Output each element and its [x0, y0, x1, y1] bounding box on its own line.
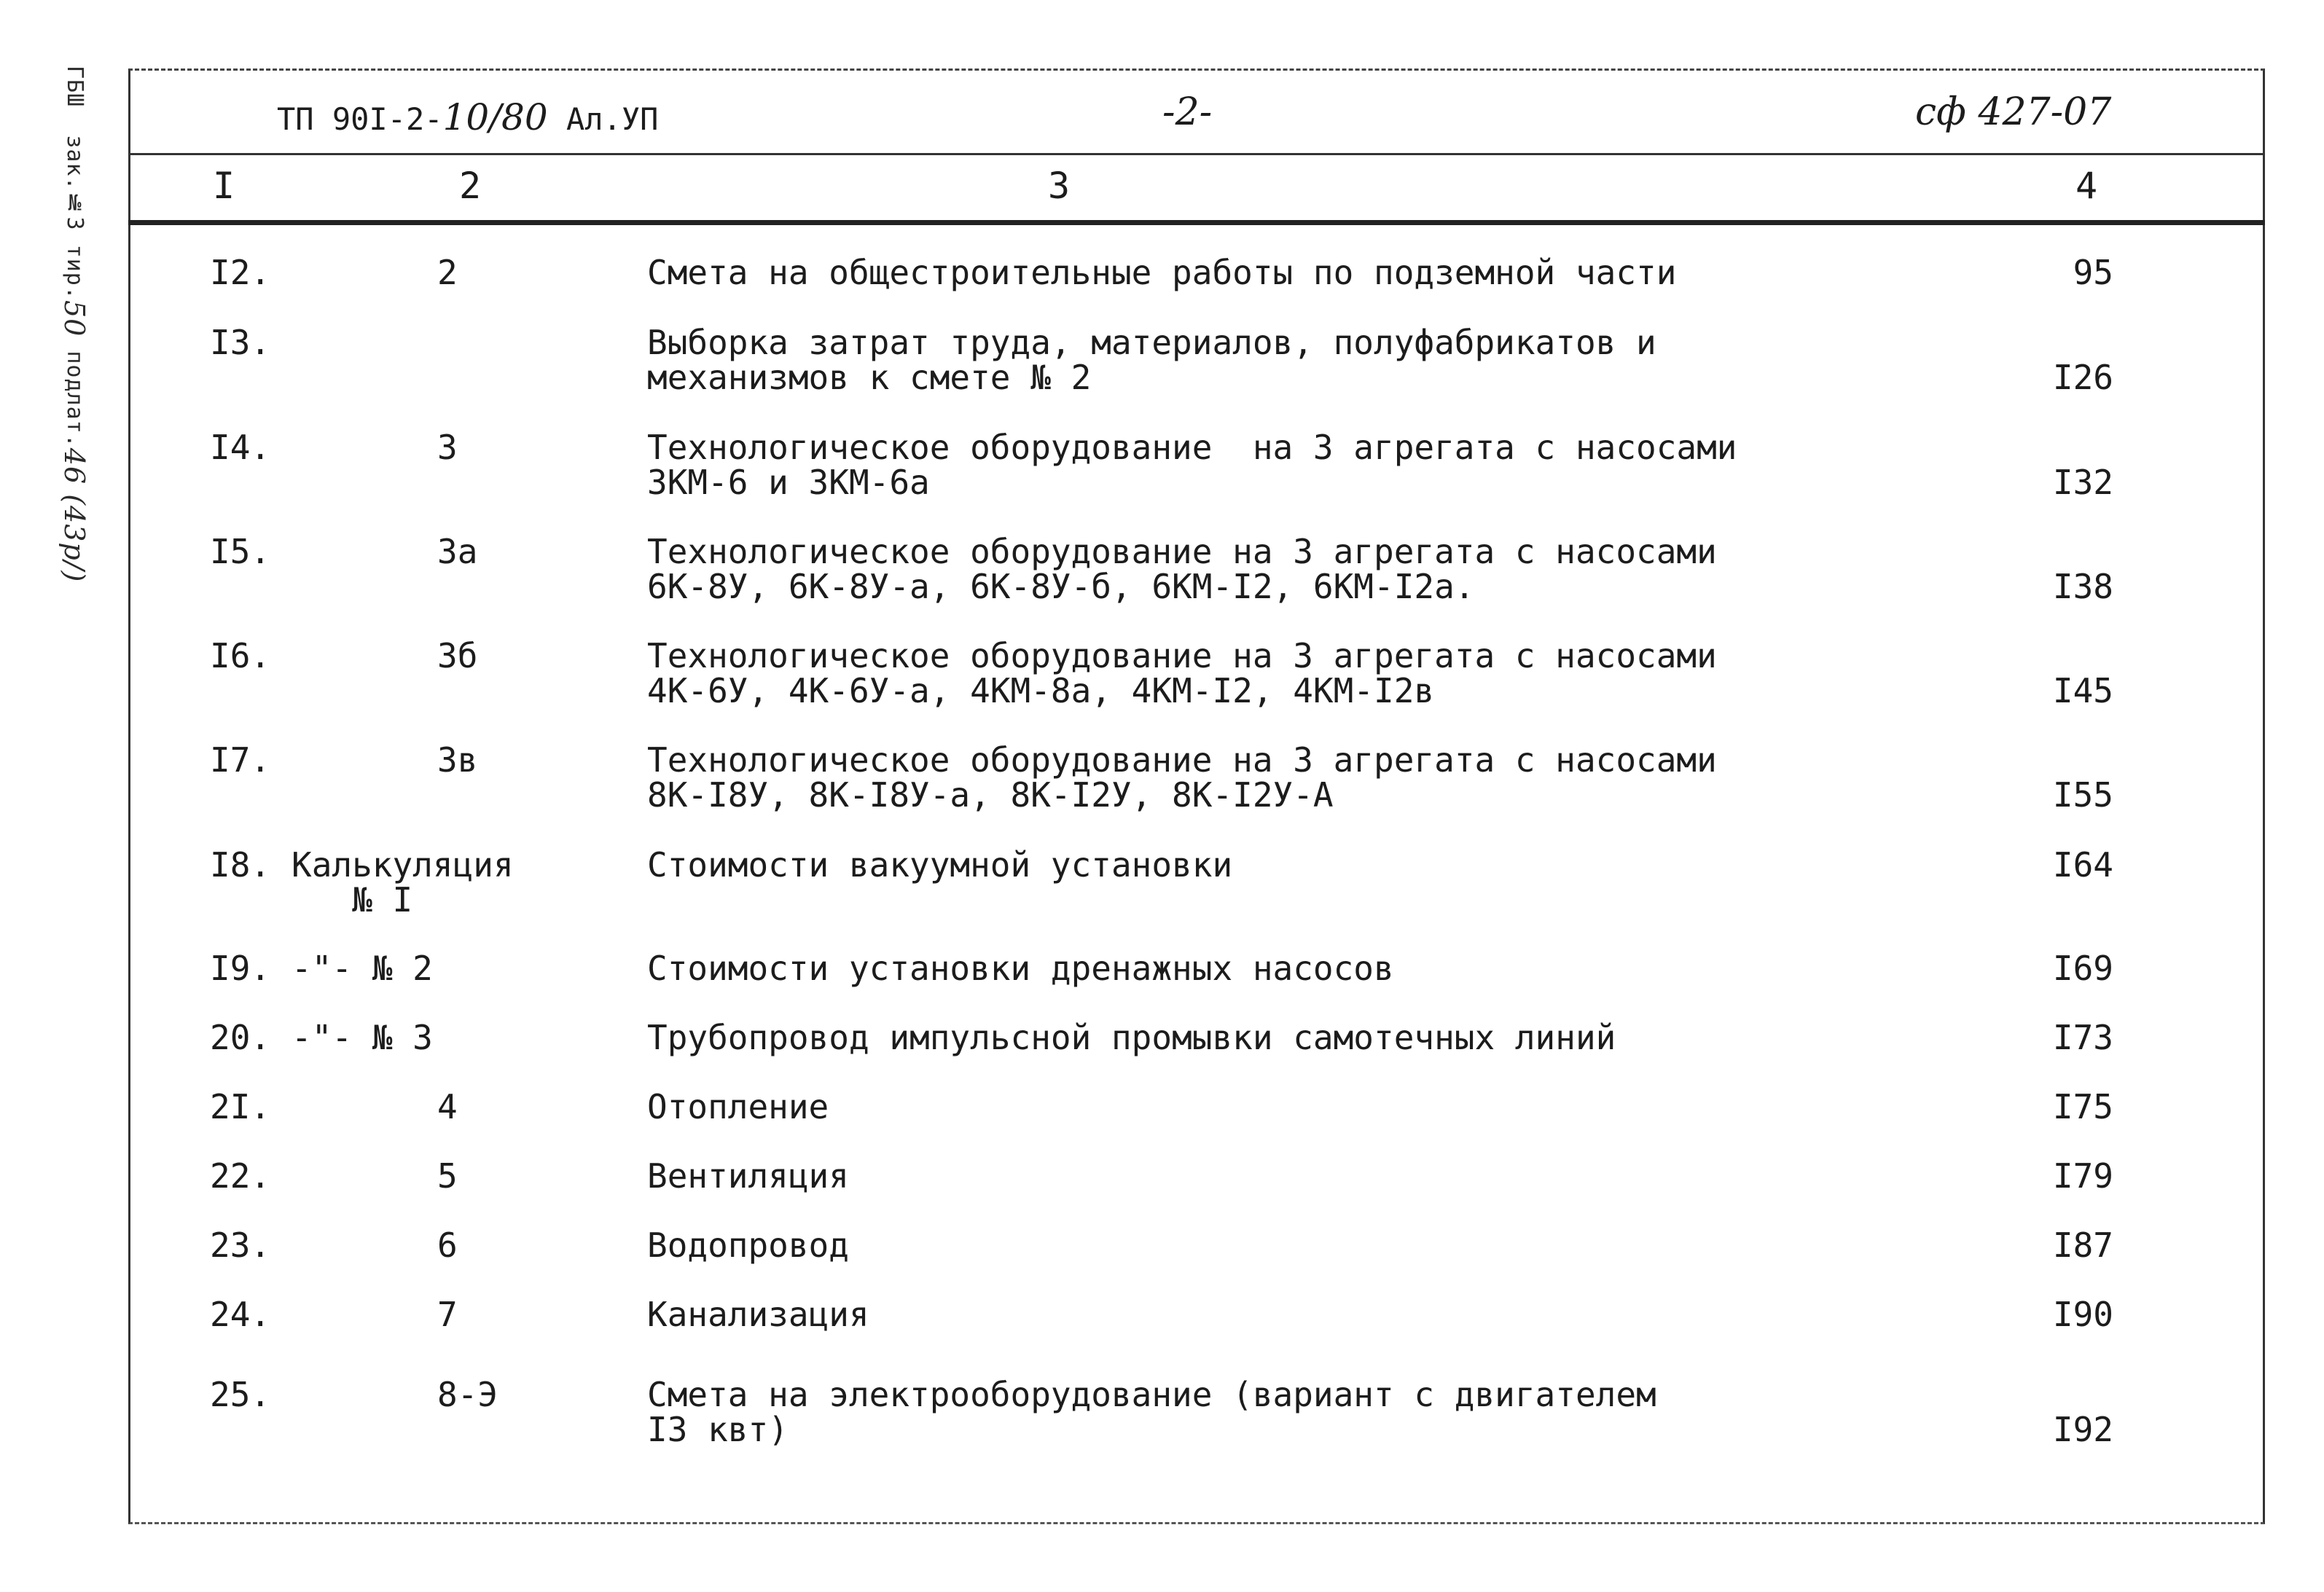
- item-description: [647, 430, 1737, 500]
- document-code-handwritten: 10/80: [442, 96, 548, 138]
- page-ref: I75: [2052, 1087, 2113, 1126]
- page-ref: I26: [2052, 358, 2113, 397]
- item-description: [647, 255, 1676, 290]
- page-ref: I73: [2052, 1018, 2113, 1057]
- column-header-1: I: [213, 165, 235, 207]
- row-number: 25.: [210, 1375, 271, 1414]
- page-ref: I87: [2052, 1226, 2113, 1265]
- document-code: [277, 96, 658, 138]
- item-description: [647, 1156, 849, 1196]
- row-number: I9.: [210, 949, 271, 988]
- column-header-4: 4: [2075, 165, 2098, 207]
- header-rule: [128, 153, 2265, 155]
- page-ref: 95: [2073, 253, 2113, 292]
- description-line: Канализация: [647, 1295, 869, 1334]
- margin-stamp-text: [58, 66, 90, 582]
- description-line: Стоимости установки дренажных насосов: [647, 949, 1394, 988]
- section-number: 3: [437, 428, 458, 467]
- document-code-suffix: Ал.УП: [547, 101, 659, 137]
- stamp-line-2: зак.№3 тир.: [62, 135, 87, 300]
- description-line: I3 квт): [647, 1410, 789, 1449]
- row-number: 22.: [210, 1156, 271, 1196]
- description-line: Вентиляция: [647, 1156, 849, 1196]
- section-number: 8-Э: [437, 1375, 498, 1414]
- description-line: Стоимости вакуумной установки: [647, 845, 1233, 885]
- row-number: 24.: [210, 1295, 271, 1334]
- description-line: Выборка затрат труда, материалов, полуфабрикатов и: [647, 323, 1656, 362]
- description-line: механизмов к смете № 2: [647, 358, 1092, 397]
- stamp-hand-1: 50: [58, 299, 90, 337]
- page-ref: I90: [2052, 1295, 2113, 1334]
- stamp-hand-2: 46 (43р/): [58, 447, 90, 583]
- description-line: 6К-8У, 6К-8У-а, 6К-8У-б, 6КМ-I2, 6КМ-I2а.: [647, 567, 1475, 606]
- stamp-line-3: подлат.: [62, 337, 87, 448]
- page-ref: I64: [2052, 845, 2113, 885]
- section-number: -"- № 3: [292, 1018, 433, 1057]
- description-line: Технологическое оборудование на 3 агрегата с насосами: [647, 740, 1717, 780]
- item-description: [647, 951, 1394, 986]
- item-description: [647, 1228, 849, 1263]
- page-ref: I45: [2052, 671, 2113, 710]
- section-number: Калькуляция № I: [292, 845, 514, 919]
- section-number: -"- № 2: [292, 949, 433, 988]
- description-line: Отопление: [647, 1087, 829, 1126]
- page-number: -2-: [1162, 90, 1213, 134]
- description-line: Смета на общестроительные работы по подземной части: [647, 253, 1677, 292]
- description-line: 3КМ-6 и 3КМ-6а: [647, 463, 930, 502]
- page-ref: I38: [2052, 567, 2113, 606]
- row-number: I2.: [210, 253, 271, 292]
- margin-stamp: [58, 66, 124, 619]
- document-code-prefix: ТП 90I-2-: [277, 101, 443, 137]
- item-description: [647, 1297, 869, 1332]
- column-header-3: 3: [1048, 165, 1071, 207]
- page-ref: I32: [2052, 463, 2113, 502]
- page-ref: I79: [2052, 1156, 2113, 1196]
- description-line: 4К-6У, 4К-6У-а, 4КМ-8а, 4КМ-I2, 4КМ-I2в: [647, 671, 1435, 710]
- section-number: 6: [437, 1226, 458, 1265]
- description-line: Трубопровод импульсной промывки самотечных линий: [647, 1018, 1616, 1057]
- page-ref: I92: [2052, 1410, 2113, 1449]
- row-number: I8.: [210, 845, 271, 885]
- description-line: Технологическое оборудование на 3 агрегата с насосами: [647, 428, 1737, 467]
- section-number: 5: [437, 1156, 458, 1196]
- section-number: 3а: [437, 532, 478, 571]
- row-number: I6.: [210, 636, 271, 675]
- row-number: I4.: [210, 428, 271, 467]
- item-description: [647, 1377, 1656, 1447]
- sheet-reference: сф 427-07: [1915, 90, 2112, 134]
- description-line: Смета на электрооборудование (вариант с двигателем: [647, 1375, 1656, 1414]
- row-number: 23.: [210, 1226, 271, 1265]
- description-line: Технологическое оборудование на 3 агрегата с насосами: [647, 636, 1717, 675]
- row-number: 2I.: [210, 1087, 271, 1126]
- item-description: [647, 325, 1656, 395]
- page-ref: I69: [2052, 949, 2113, 988]
- item-description: [647, 1020, 1616, 1055]
- description-line: 8К-I8У, 8К-I8У-а, 8К-I2У, 8К-I2У-А: [647, 775, 1334, 815]
- page-ref: I55: [2052, 775, 2113, 815]
- section-number: 7: [437, 1295, 458, 1334]
- section-number: 3в: [437, 740, 478, 780]
- stamp-line-1: ГБШ: [62, 66, 87, 108]
- description-line: Технологическое оборудование на 3 агрегата с насосами: [647, 532, 1717, 571]
- item-description: [647, 740, 1717, 815]
- section-number: 2: [437, 253, 458, 292]
- item-description: [647, 1089, 829, 1124]
- section-number: 4: [437, 1087, 458, 1126]
- item-description: [647, 845, 1233, 885]
- item-description: [647, 534, 1717, 604]
- column-header-rule: [128, 220, 2265, 225]
- item-description: [647, 638, 1717, 708]
- row-number: I3.: [210, 323, 271, 362]
- column-header-2: 2: [459, 165, 482, 207]
- row-number: I5.: [210, 532, 271, 571]
- row-number: I7.: [210, 740, 271, 780]
- description-line: Водопровод: [647, 1226, 849, 1265]
- row-number: 20.: [210, 1018, 271, 1057]
- section-number: 3б: [437, 636, 478, 675]
